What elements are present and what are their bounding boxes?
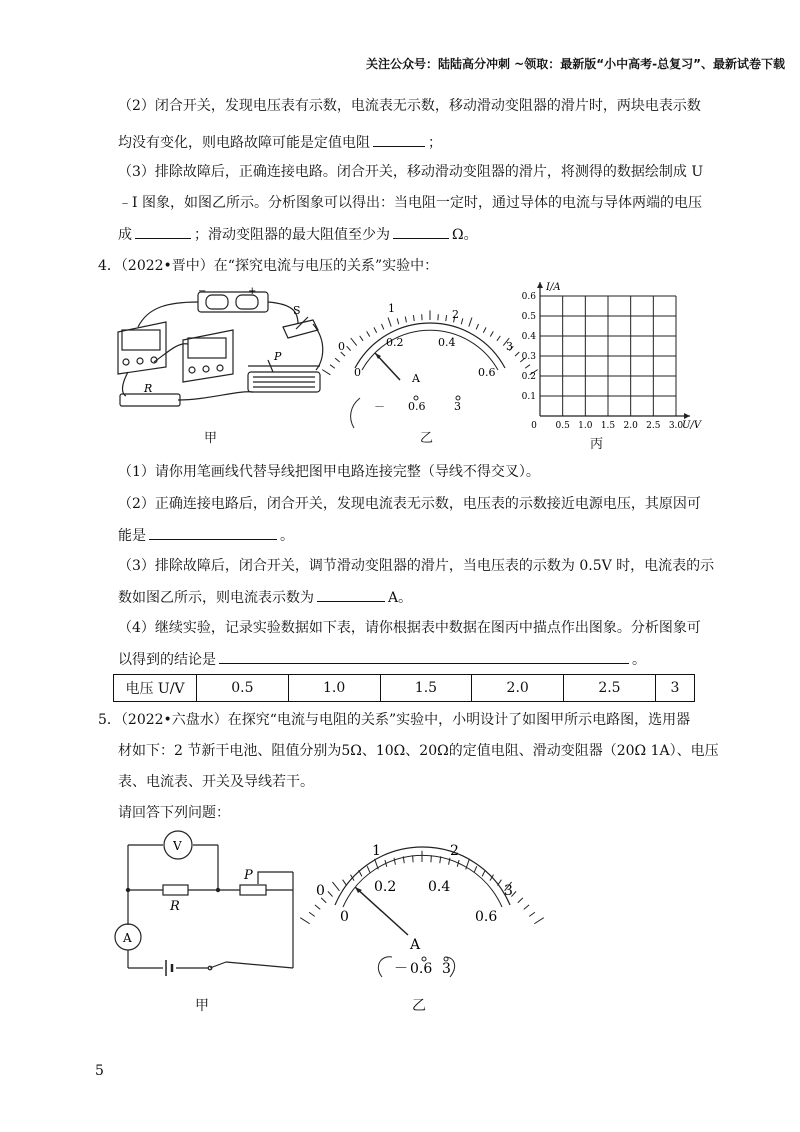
ammeter-unit: A: [410, 937, 421, 953]
q4-fig-label-bing: 丙: [590, 437, 604, 452]
q4-part3-end: A。: [388, 590, 413, 606]
answer-blank[interactable]: [373, 132, 425, 147]
dial-tick: [335, 358, 340, 362]
bottom-scale-02: 0.2: [374, 879, 397, 895]
bottom-scale-04: 0.4: [438, 336, 456, 349]
dial-tick: [483, 327, 486, 332]
dial-tick: [529, 912, 535, 916]
q5-fig-label-yi: 乙: [412, 998, 426, 1014]
top-scale-0: 0: [316, 883, 325, 899]
table-header-cell: 电压 U/V: [114, 675, 197, 702]
q3-part3-line1: （3）排除故障后，正确连接电路。闭合开关，移动滑动变阻器的滑片，将测得的数据绘制成 U: [118, 164, 704, 180]
table-cell: 3: [655, 675, 694, 702]
terminal-3: 3: [442, 961, 451, 977]
top-scale-3: 3: [504, 883, 513, 899]
dial-tick: [359, 870, 362, 876]
dial-tick: [397, 318, 399, 324]
table-row: [114, 675, 695, 702]
y-tick-label: 0.5: [521, 312, 536, 322]
q4-iu-chart: [508, 276, 702, 436]
q4-part4-text: 以得到的结论是: [118, 652, 216, 668]
bottom-scale-0: 0: [340, 909, 349, 925]
dial-tick: [347, 346, 351, 350]
q3-part3-line2: ﹣I 图象，如图乙所示。分析图象可以得出：当电阻一定时，通过导体的电流与导体两端的电压: [118, 195, 702, 211]
y-tick-label: 0.6: [521, 292, 536, 302]
dial-tick: [375, 859, 379, 870]
q4-fig-label-jia: 甲: [204, 431, 218, 446]
dial-tick: [351, 338, 357, 346]
x-tick-label: 1.0: [578, 421, 593, 431]
q5-circuit-diagram: [108, 830, 308, 980]
q4-part3-text: 数如图乙所示，则电流表示数为: [118, 590, 314, 606]
table-cell: 2.0: [472, 675, 564, 702]
y-axis-arrow: [537, 282, 543, 288]
terminal-06: 0.6: [410, 961, 433, 977]
answer-blank[interactable]: [135, 224, 191, 239]
q5-line3: 表、电流表、开关及导线若干。: [118, 774, 314, 790]
q3-part3-text-a: 成: [118, 227, 132, 243]
top-scale-0: 0: [338, 340, 345, 353]
x-tick-label: 0.5: [555, 421, 570, 431]
dial-tick: [405, 316, 406, 322]
q5-line2: 材如下：2 节新干电池、阻值分别为5Ω、10Ω、20Ω的定值电阻、滑动变阻器（20Ω 1A）、电压: [118, 743, 719, 759]
terminal-minus: －: [374, 400, 385, 413]
top-scale-1: 1: [388, 302, 395, 315]
q4-ammeter-dial: [330, 298, 520, 438]
q5-fig-label-jia: 甲: [195, 998, 209, 1014]
voltmeter-label: V: [173, 839, 182, 853]
q4-part2-line2: [118, 525, 294, 546]
dial-tick: [497, 336, 500, 341]
q5-line4: 请回答下列问题：: [118, 805, 230, 821]
bottom-scale-06: 0.6: [478, 366, 496, 379]
dial-tick: [476, 324, 478, 330]
dial-tick: [446, 315, 447, 321]
page-number: 5: [95, 1063, 104, 1079]
dial-tick: [474, 866, 477, 872]
q5-ammeter-dial: [310, 835, 525, 985]
table-cell: 0.5: [197, 675, 289, 702]
ammeter-label: A: [123, 931, 132, 945]
dial-tick: [413, 315, 414, 321]
table-cell: 2.5: [564, 675, 656, 702]
x-tick-label: 2.5: [646, 421, 661, 431]
switch-label: S: [293, 304, 301, 317]
dial-tick: [374, 327, 377, 332]
dial-tick: [534, 918, 543, 924]
resistor-device: [120, 394, 180, 406]
answer-blank[interactable]: [149, 525, 277, 540]
dial-tick: [367, 331, 370, 336]
x-tick-label: 2.0: [623, 421, 638, 431]
table-cell: 1.5: [380, 675, 472, 702]
switch-symbol: [210, 962, 226, 968]
q3-part2-line2: [118, 132, 442, 153]
dial-tick: [332, 882, 339, 891]
q3-part3-line3: [118, 224, 478, 245]
q4-part2-text: 能是: [118, 528, 146, 544]
dial-tick: [490, 331, 493, 336]
dial-tick: [394, 858, 395, 865]
dial-tick: [328, 891, 333, 896]
q5-line1: 5．（2022•六盘水）在探究“电流与电阻的关系”实验中，小明设计了如图甲所示电路图，选用器: [98, 712, 691, 728]
x-tick-label: 3.0: [668, 421, 684, 431]
terminal-3: 3: [454, 400, 461, 413]
dial-tick: [367, 866, 370, 872]
x-tick-label: 1.5: [600, 421, 616, 431]
table-cell: 1.0: [288, 675, 380, 702]
y-tick-label: 0.2: [521, 372, 536, 382]
bottom-scale-0: 0: [354, 366, 361, 379]
slider-label: P: [274, 350, 282, 363]
dial-tick: [497, 880, 501, 886]
q4-part3-line2: [118, 587, 412, 608]
rheostat-symbol: [240, 885, 266, 895]
origin-label: 0: [531, 421, 537, 431]
chart-grid: [540, 296, 676, 416]
resistor-label: R: [144, 382, 153, 395]
ammeter-unit: A: [412, 372, 420, 385]
q3-part2-text: 均没有变化，则电路故障可能是定值电阻: [118, 135, 370, 151]
answer-blank[interactable]: [317, 587, 385, 602]
answer-blank[interactable]: [219, 649, 629, 664]
slider-label: P: [244, 868, 253, 883]
q4-part3-line1: （3）排除故障后，闭合开关，调节滑动变阻器的滑片，当电压表的示数为 0.5V 时，电流表的示: [118, 558, 715, 574]
y-axis-label: I/A: [546, 282, 561, 293]
x-axis-label: U/V: [682, 420, 702, 431]
switch-device: [283, 320, 318, 338]
q4-part1: （1）请你用笔画线代替导线把图甲电路连接完整（导线不得交叉）。: [118, 464, 540, 480]
bottom-scale-02: 0.2: [386, 336, 404, 349]
y-tick-label: 0.1: [521, 392, 536, 402]
x-axis-arrow: [684, 413, 690, 419]
battery-plus: +: [248, 286, 257, 297]
q3-part3-text-c: Ω。: [452, 227, 478, 243]
dial-tick: [524, 905, 529, 910]
top-scale-2: 2: [450, 843, 459, 859]
dial-tick: [309, 912, 315, 916]
bottom-scale-06: 0.6: [475, 909, 498, 925]
bottom-scale-04: 0.4: [428, 879, 451, 895]
dial-tick: [360, 336, 363, 341]
terminal-06: 0.6: [408, 400, 426, 413]
q4-part4-line1: （4）继续实验，记录实验数据如下表，请你根据表中数据在图丙中描点作出图象。分析图象可: [118, 620, 701, 636]
dial-tick: [343, 880, 347, 886]
battery-minus: −: [198, 286, 207, 297]
dial-tick: [330, 365, 335, 369]
q3-part2-end: ；: [428, 135, 442, 151]
q4-part4-line2: [118, 649, 646, 670]
q4-part2-end: 。: [280, 528, 294, 544]
q4-part2-line1: （2）正确连接电路后，闭合开关，发现电流表无示数，电压表的示数接近电源电压，其原因可: [118, 496, 701, 512]
page-header: 关注公众号：陆陆高分冲刺 ~领取：最新版“小中高考-总复习”、最新试卷下载: [366, 57, 785, 71]
terminal-minus: －: [394, 961, 408, 977]
dial-tick: [381, 324, 383, 330]
dial-tick: [388, 317, 391, 326]
q4-stem: 4．（2022•晋中）在“探究电流与电压的关系”实验中：: [98, 258, 439, 274]
q3-part2-line1: （2）闭合开关，发现电压表有示数，电流表无示数，移动滑动变阻器的滑片时，两块电表示数: [118, 98, 701, 114]
resistor-label: R: [170, 899, 180, 914]
q4-fig-label-yi: 乙: [420, 431, 434, 446]
q3-part3-text-b: ；滑动变阻器的最大阻值至少为: [194, 227, 390, 243]
q4-circuit-figure: [108, 282, 333, 422]
y-tick-label: 0.4: [521, 332, 536, 342]
q4-part4-end: 。: [632, 652, 646, 668]
top-scale-3: 3: [506, 340, 513, 353]
q4-data-table: [113, 674, 695, 702]
y-tick-label: 0.3: [521, 352, 536, 362]
top-scale-1: 1: [372, 843, 381, 859]
dial-tick: [518, 898, 523, 903]
dial-tick: [461, 318, 463, 324]
dial-tick: [482, 870, 485, 876]
resistor-symbol: [163, 885, 188, 895]
dial-tick: [469, 317, 472, 326]
dial-tick: [315, 905, 320, 910]
answer-blank[interactable]: [393, 224, 449, 239]
top-scale-2: 2: [452, 308, 459, 321]
